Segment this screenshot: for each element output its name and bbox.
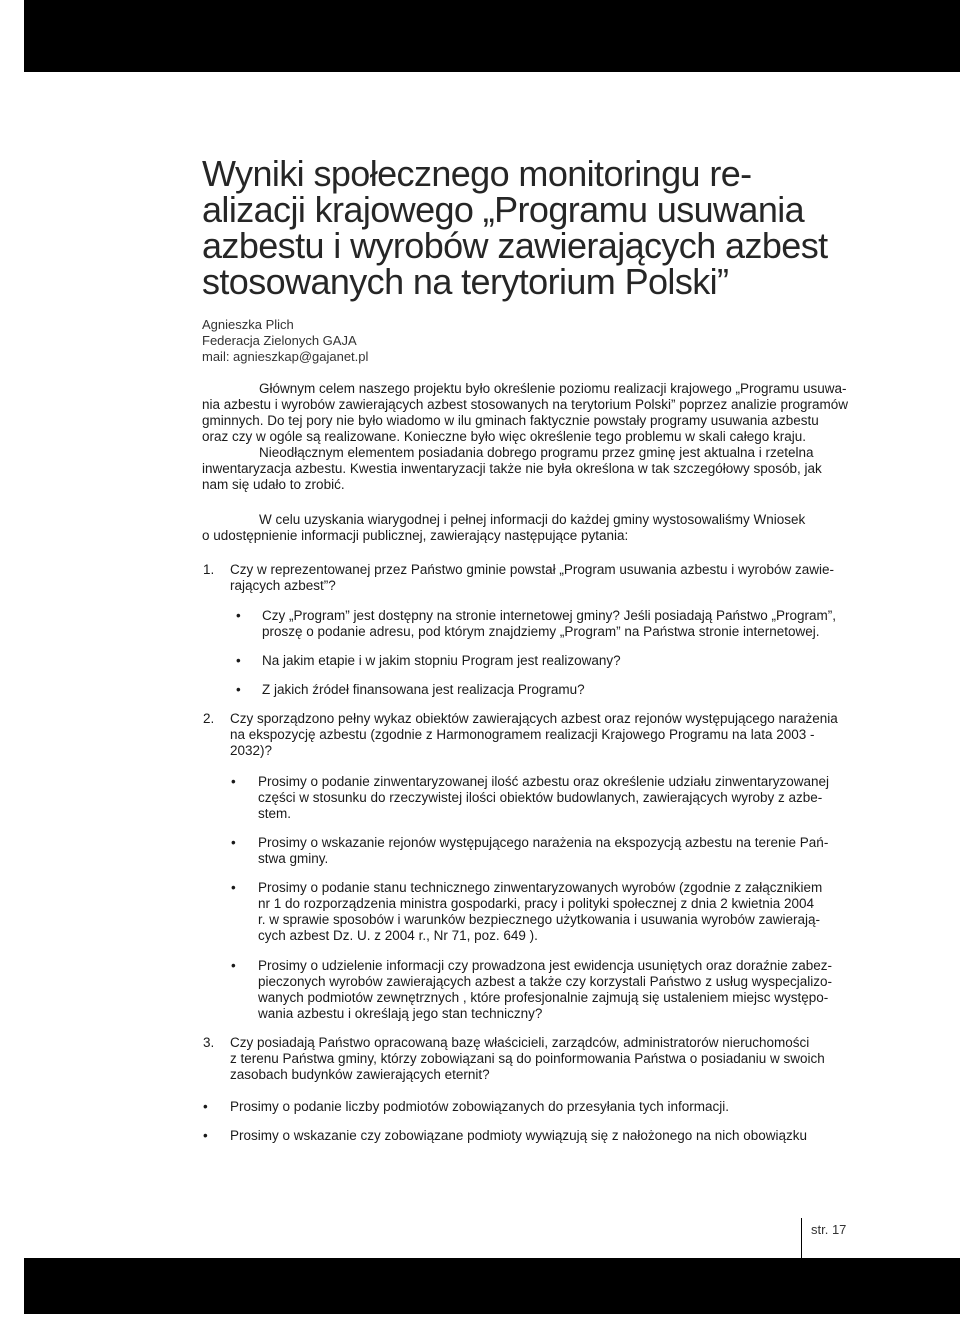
text-line: Prosimy o wskazanie rejonów występującego narażenia na ekspozycją azbestu na terenie Pań-	[258, 835, 829, 850]
bullet-marker: •	[203, 1128, 208, 1143]
text-line: pieczonych wyrobów zawierających azbest a także czy korzystali Państwo z usług wyspecjalizo-	[258, 974, 832, 989]
title-line: Wyniki społecznego monitoringu re-	[202, 153, 752, 194]
intro-paragraph	[202, 381, 849, 493]
text-line: Prosimy o udzielenie informacji czy prowadzona jest ewidencja usuniętych oraz doraźnie zabez-	[258, 958, 833, 973]
text-line: proszę o podanie adresu, pod którym znajdziemy „Program” na Państwa stronie internetowej.	[262, 624, 820, 639]
sub-question	[262, 682, 585, 698]
bullet-marker: •	[231, 774, 236, 789]
text-line: Czy „Program” jest dostępny na stronie internetowej gminy? Jeśli posiadają Państwo „Program”,	[262, 608, 837, 623]
author-block	[202, 317, 368, 365]
text-line: inwentaryzacja azbestu. Kwestia inwentaryzacji także nie była określona w tak szczegółowy sposób, jak	[202, 461, 822, 476]
text-line: na ekspozycję azbestu (zgodnie z Harmonogramem realizacji Krajowego Programu na lata 2003 -	[230, 727, 815, 742]
footer-divider	[801, 1218, 802, 1258]
bullet-marker: •	[236, 608, 241, 623]
text-line: nam się udało to zrobić.	[202, 477, 345, 492]
bullet-marker: •	[231, 880, 236, 895]
bullet-marker: •	[203, 1099, 208, 1114]
text-line: 2032)?	[230, 743, 273, 758]
question-number: 1.	[203, 562, 215, 577]
author-email: mail: agnieszkap@gajanet.pl	[202, 349, 369, 364]
text-line: Nieodłącznym elementem posiadania dobrego programu przez gminę jest aktualna i rzetelna	[259, 445, 814, 460]
text-line: cych azbest Dz. U. z 2004 r., Nr 71, poz. 649 ).	[258, 928, 538, 943]
title-line: azbestu i wyrobów zawierających azbest	[202, 225, 828, 266]
question-number: 3.	[203, 1035, 215, 1050]
question-text	[230, 711, 838, 759]
page-number: str. 17	[811, 1222, 847, 1237]
bullet-marker: •	[236, 682, 241, 697]
text-line: r. w sprawie sposobów i warunków bezpiecznego użytkowania i usuwania wyrobów zawierają-	[258, 912, 821, 927]
text-line: W celu uzyskania wiarygodnej i pełnej informacji do każdej gminy wystosowaliśmy Wniosek	[259, 512, 806, 527]
text-line: nr 1 do rozporządzenia ministra gospodarki, pracy i polityki społecznej z dnia 2 kwietnia 2004	[258, 896, 815, 911]
text-line: Na jakim etapie i w jakim stopniu Program jest realizowany?	[262, 653, 621, 668]
request-paragraph	[202, 512, 806, 544]
text-line: Prosimy o podanie zinwentaryzowanej ilość azbestu oraz określenie udziału zinwentaryzowanej	[258, 774, 830, 789]
sub-question	[262, 653, 621, 669]
bullet-marker: •	[236, 653, 241, 668]
title-line: stosowanych na terytorium Polski”	[202, 261, 729, 302]
sub-question	[230, 1128, 807, 1144]
bottom-black-bar	[24, 1258, 960, 1314]
text-line: stem.	[258, 806, 292, 821]
top-black-bar	[24, 0, 960, 72]
text-line: zasobach budynków zawierających eternit?	[230, 1067, 490, 1082]
text-line: rających azbest”?	[230, 578, 336, 593]
text-line: wania azbestu i określają jego stan techniczny?	[258, 1006, 543, 1021]
sub-question	[258, 880, 822, 944]
text-line: Prosimy o wskazanie czy zobowiązane podmioty wywiązują się z nałożonego na nich obowiązku	[230, 1128, 808, 1143]
text-line: gminnych. Do tej pory nie było wiadomo w ilu gminach faktycznie powstały programy usuwania azbestu	[202, 413, 819, 428]
text-line: Czy w reprezentowanej przez Państwo gminie powstał „Program usuwania azbestu i wyrobów zawie-	[230, 562, 835, 577]
text-line: nia azbestu i wyrobów zawierających azbest stosowanych na terytorium Polski” poprzez analizie programów	[202, 397, 849, 412]
sub-question	[230, 1099, 729, 1115]
text-line: Czy posiadają Państwo opracowaną bazę właścicieli, zarządców, administratorów nieruchomości	[230, 1035, 810, 1050]
text-line: Głównym celem naszego projektu było określenie poziomu realizacji krajowego „Programu usuwa-	[259, 381, 847, 396]
question-number: 2.	[203, 711, 215, 726]
text-line: z terenu Państwa gminy, którzy zobowiązani są do poinformowania Państwa o posiadaniu w swoich	[230, 1051, 825, 1066]
sub-question	[262, 608, 836, 640]
bullet-marker: •	[231, 835, 236, 850]
text-line: stwa gminy.	[258, 851, 329, 866]
text-line: Prosimy o podanie stanu technicznego zinwentaryzowanych wyrobów (zgodnie z załącznikiem	[258, 880, 823, 895]
author-organization: Federacja Zielonych GAJA	[202, 333, 357, 348]
text-line: Prosimy o podanie liczby podmiotów zobowiązanych do przesyłania tych informacji.	[230, 1099, 729, 1114]
title-line: alizacji krajowego „Programu usuwania	[202, 189, 805, 230]
question-text	[230, 1035, 825, 1083]
text-line: o udostępnienie informacji publicznej, zawierający następujące pytania:	[202, 528, 629, 543]
text-line: Z jakich źródeł finansowana jest realizacja Programu?	[262, 682, 585, 697]
bullet-marker: •	[231, 958, 236, 973]
sub-question	[258, 958, 832, 1022]
text-line: wanych podmiotów zewnętrznych , które profesjonalnie zajmują się ustaleniem miejsc występo-	[258, 990, 829, 1005]
page-title	[202, 153, 828, 302]
author-name: Agnieszka Plich	[202, 317, 294, 332]
sub-question	[258, 835, 828, 867]
text-line: części w stosunku do rzeczywistej ilości obiektów budowlanych, zawierających wyroby z azbe-	[258, 790, 823, 805]
sub-question	[258, 774, 829, 822]
text-line: Czy sporządzono pełny wykaz obiektów zawierających azbest oraz rejonów występującego narażenia	[230, 711, 838, 726]
question-text	[230, 562, 834, 594]
text-line: oraz czy w ogóle są realizowane. Konieczne było więc określenie tego problemu w skali całego kraju.	[202, 429, 807, 444]
